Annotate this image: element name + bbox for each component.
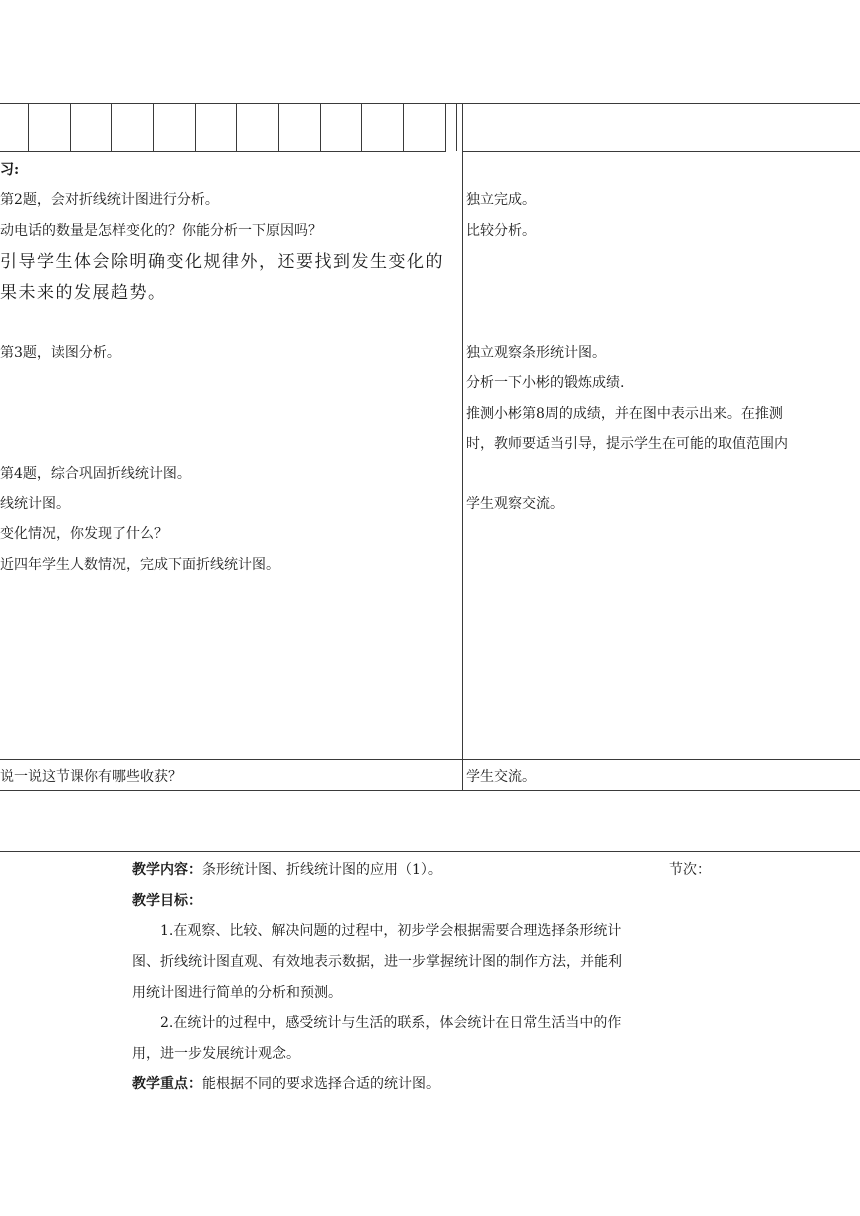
lesson-content	[132, 861, 442, 879]
goals-label: 教学目标：	[132, 893, 202, 909]
goal-2-line-1: 2.在统计的过程中，感受统计与生活的联系，体会统计在日常生活当中的作	[160, 1015, 622, 1031]
student-activity-7: 学生观察交流。	[466, 496, 564, 512]
goal-2-line-2: 用，进一步发展统计观念。	[132, 1046, 300, 1062]
goal-1-line-2: 图、折线统计图直观、有效地表示数据，进一步掌握统计图的制作方法，并能利	[132, 954, 622, 970]
exercise-3: 第3题，读图分析。	[0, 345, 121, 361]
period-label: 节次：	[669, 862, 711, 878]
exercise-2: 第2题，会对折线统计图进行分析。	[0, 192, 219, 208]
guide-line-2: 果未来的发展趋势。	[0, 283, 167, 303]
key-value: 能根据不同的要求选择合适的统计图。	[202, 1076, 440, 1092]
key-label: 教学重点：	[132, 1076, 202, 1092]
content-value: 条形统计图、折线统计图的应用（1）。	[202, 862, 442, 878]
student-activity-3: 独立观察条形统计图。	[466, 345, 606, 361]
goal-1-line-1: 1.在观察、比较、解决问题的过程中，初步学会根据需要合理选择条形统计	[160, 923, 622, 939]
exercise-4-line-3: 近四年学生人数情况，完成下面折线统计图。	[0, 557, 280, 573]
student-activity-2: 比较分析。	[466, 223, 536, 239]
section-divider	[0, 851, 860, 852]
exercise-4-line-2: 变化情况，你发现了什么？	[0, 526, 168, 542]
goal-1-line-3: 用统计图进行简单的分析和预测。	[132, 985, 342, 1001]
exercise-2-question: 动电话的数量是怎样变化的？你能分析一下原因吗？	[0, 223, 322, 239]
key-point	[132, 1075, 440, 1093]
student-activity-8: 学生交流。	[466, 769, 536, 785]
section-label: 习:	[0, 162, 20, 178]
content-label: 教学内容：	[132, 862, 202, 878]
guide-line-1: 引导学生体会除明确变化规律外，还要找到发生变化的	[0, 252, 444, 272]
exercise-4-line-1: 线统计图。	[0, 496, 70, 512]
summary-question: 说一说这节课你有哪些收获？	[0, 769, 182, 785]
student-activity-6: 时，教师要适当引导，提示学生在可能的取值范围内	[466, 436, 788, 452]
exercise-4: 第4题，综合巩固折线统计图。	[0, 466, 191, 482]
student-activity-4: 分析一下小彬的锻炼成绩.	[466, 375, 625, 391]
student-activity-5: 推测小彬第8周的成绩，并在图中表示出来。在推测	[466, 406, 783, 422]
student-activity-1: 独立完成。	[466, 192, 536, 208]
